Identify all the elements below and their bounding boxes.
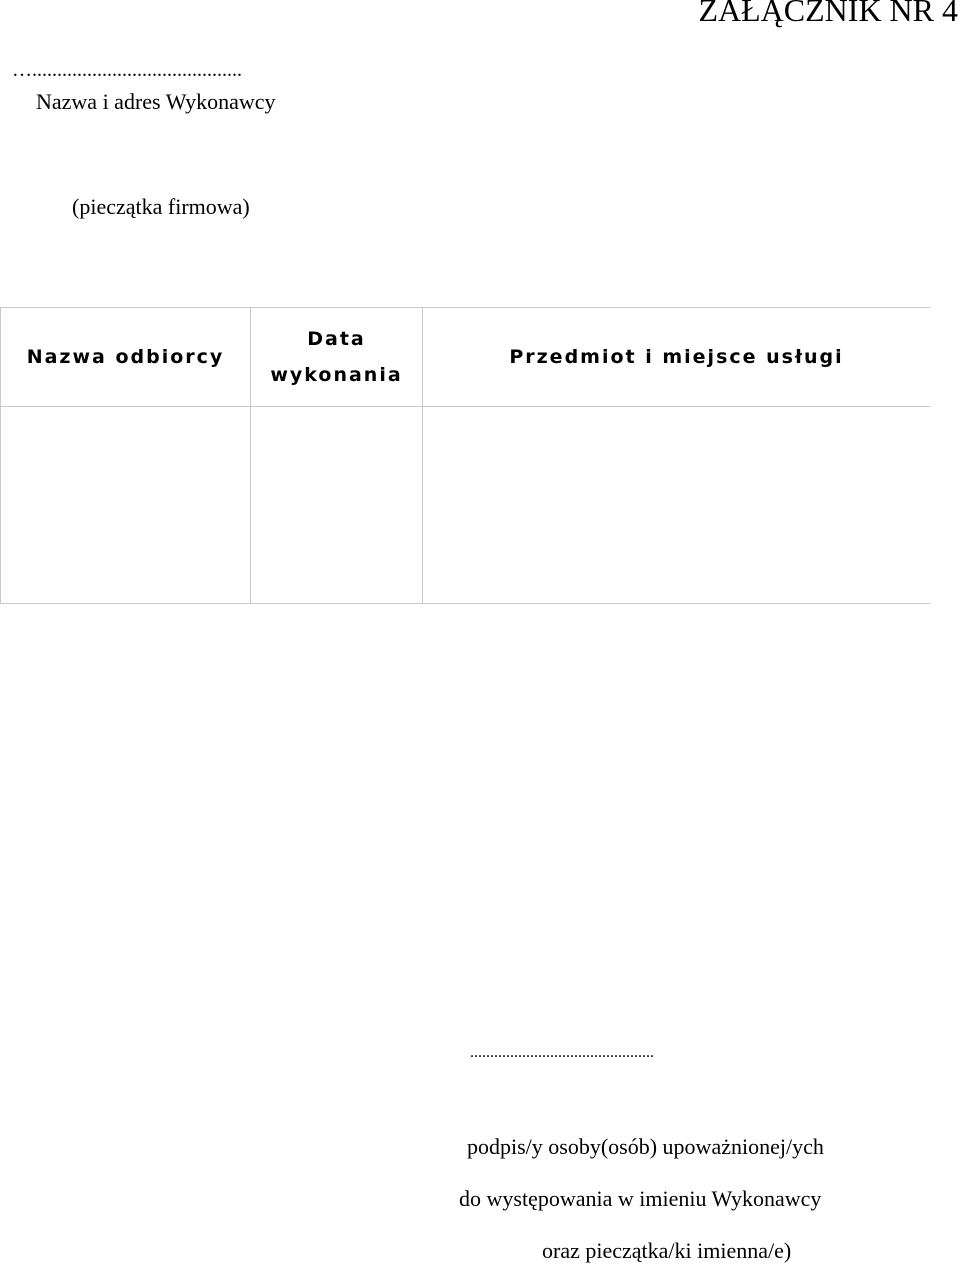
cell-date[interactable]	[251, 407, 423, 604]
attachment-title: ZAŁĄCZNIK NR 4	[698, 0, 958, 28]
header-recipient	[1, 308, 251, 407]
header-date-line2: wykonania	[270, 364, 403, 386]
header-subject-label: Przedmiot i miejsce usługi	[509, 346, 844, 368]
table-header-row	[1, 308, 931, 407]
cell-recipient[interactable]	[1, 407, 251, 604]
signature-caption-line-1: podpis/y osoby(osób) upoważnionej/ych	[467, 1134, 824, 1159]
header-date	[251, 308, 423, 407]
table-row	[1, 407, 931, 604]
contractor-name-dotted-line: …..........................................	[12, 59, 242, 81]
services-table	[0, 307, 930, 604]
signature-caption-line-2: do występowania w imieniu Wykonawcy	[459, 1186, 822, 1211]
header-recipient-label: Nazwa odbiorcy	[26, 346, 225, 368]
header-date-line1: Data	[307, 328, 366, 350]
cell-subject[interactable]	[423, 407, 931, 604]
signature-dotted-line: ..............................................	[470, 1044, 654, 1061]
contractor-name-label: Nazwa i adres Wykonawcy	[36, 89, 276, 114]
header-subject	[423, 308, 931, 407]
signature-caption-line-3: oraz pieczątka/ki imienna/e)	[542, 1238, 792, 1263]
company-stamp-label: (pieczątka firmowa)	[72, 194, 250, 219]
